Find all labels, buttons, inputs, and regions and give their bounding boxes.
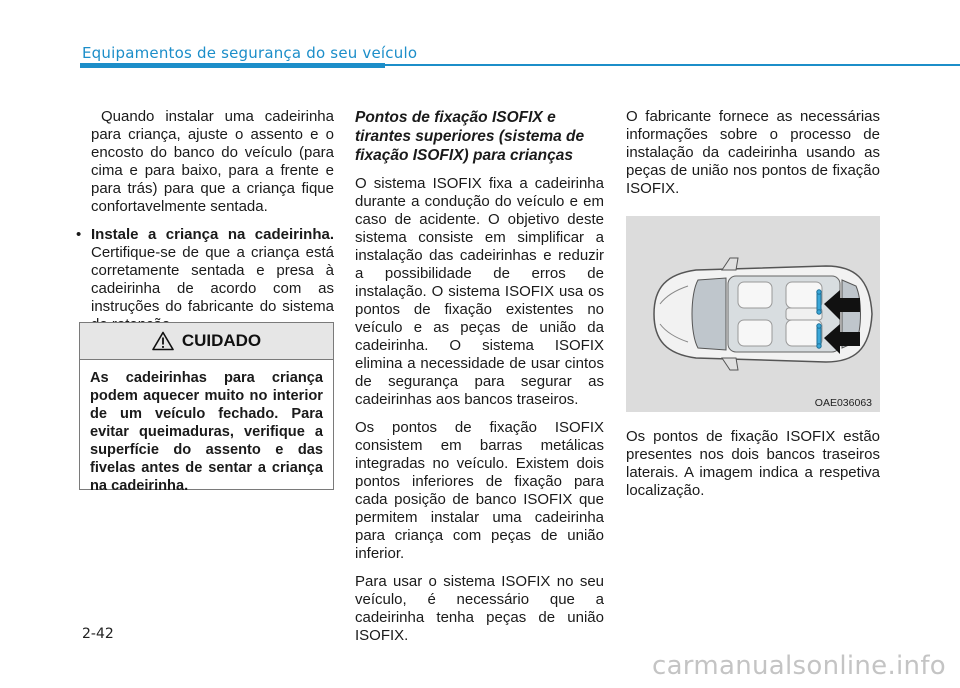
bullet-text: Certifique-se de que a criança está corretamente sentada e presa à cadeirinha de acordo com as instruções do fabricante do sistema [91,244,334,315]
caution-text: As cadeirinhas para criança podem aquecer muito no interior de um veículo fechado. Para evitar queimaduras, verifique a superfície do assento e das fivelas antes de sentar a criança na cadeirinha. [90,370,323,494]
section-title-isofix: Pontos de fixação ISOFIX e tirantes superiores (sistema de fixação ISOFIX) para crianças [355,109,585,164]
caution-box [79,322,334,494]
paragraph-isofix-intro: O sistema ISOFIX fixa a cadeirinha durante a condução do veículo e em caso de acidente. O objetivo deste sistema consiste em simplificar a instalação das cadeirinhas e reduzir a possibilidade de erros de instalação. O sistema ISOFIX usa os pontos de fixação existentes no veículo e as peças de união da cadeirinha. O sistema ISOFIX elimina a necessidade de usar cintos de segurança para segurar as cadeirinhas aos bancos traseiros. [355,175,604,408]
bullet-dot: • [76,226,82,243]
watermark: carmanualsonline.info [651,651,946,681]
column-1 [76,108,334,334]
column-2 [355,108,604,655]
paragraph-seat-adjust: Quando instalar uma cadeirinha para criança, ajuste o assento e o encosto do banco do veículo (para cima e para baixo, para a frente e para trás) para que a criança fique confortavelmente sentada. [91,108,334,215]
caution-header [80,323,333,360]
page-number: 2-42 [82,626,114,642]
header-rule-accent [80,63,385,68]
paragraph-isofix-usage: Para usar o sistema ISOFIX no seu veículo, é necessário que a cadeirinha tenha peças de união ISOFIX. [355,573,604,644]
bullet-heading: Instale a criança na cadeirinha. [91,226,334,243]
warning-triangle-icon [152,331,174,351]
column-3-lower [626,428,880,500]
car-top-view-illustration [626,216,880,412]
paragraph-isofix-points: Os pontos de fixação ISOFIX consistem em barras metálicas integradas no veículo. Existem dois pontos inferiores de fixação para cada posição de banco ISOFIX que permitem instalar uma cadeirinha para criança com peças de união inferior. [355,419,604,562]
bullet-install-child [76,226,334,334]
paragraph-manufacturer-info: O fabricante fornece as necessárias informações sobre o processo de instalação da cadeirinha usando as peças de união nos pontos de fixação ISOFIX. [626,108,880,197]
header-title: Equipamentos de segurança do seu veículo [82,44,418,62]
caution-title: CUIDADO [181,331,262,350]
figure-code: OAE036063 [814,397,872,409]
column-3 [626,108,880,208]
paragraph-isofix-location: Os pontos de fixação ISOFIX estão presentes nos dois bancos traseiros laterais. A imagem indica a respetiva localização. [626,428,880,499]
isofix-location-figure [626,216,880,412]
